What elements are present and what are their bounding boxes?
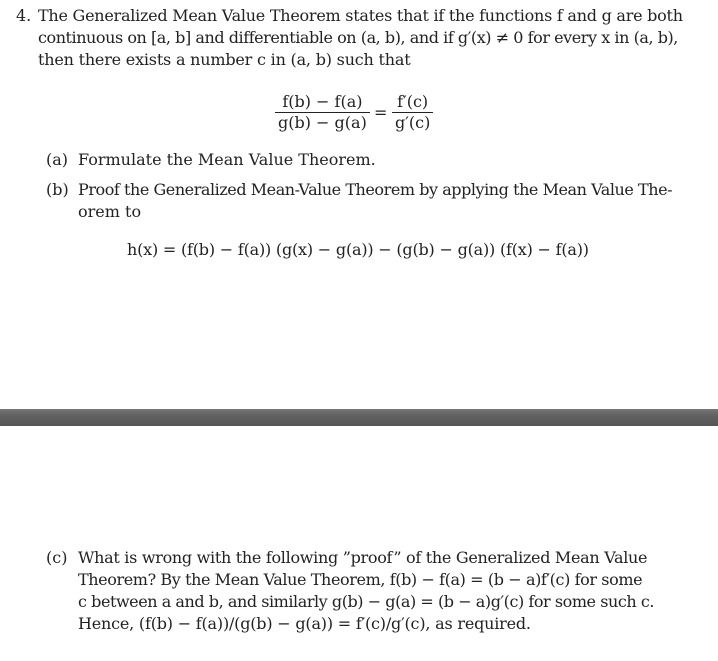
separator-bar [0,409,718,426]
part-c-line-2: Theorem? By the Mean Value Theorem, f(b) − f(a) = (b − a)f′(c) for some [78,570,643,589]
intro-line-2: continuous on [a, b] and differentiable on (a, b), and if g′(x) ≠ 0 for every x in (a, b), [38,28,678,47]
lhs-denominator: g(b) − g(a) [278,113,367,132]
part-c-label: (c) [46,548,68,567]
rhs-numerator: f′(c) [397,92,429,111]
intro-line-1: The Generalized Mean Value Theorem states that if the functions f and g are both [38,6,683,25]
part-b-label: (b) [46,180,69,199]
part-a-text: Formulate the Mean Value Theorem. [78,150,376,169]
part-b-line-1: Proof the Generalized Mean-Value Theorem by applying the Mean Value The- [78,180,673,199]
rhs-fraction [392,92,433,133]
part-c-line-3: c between a and b, and similarly g(b) − g(a) = (b − a)g′(c) for some such c. [78,592,654,611]
part-c-line-4: Hence, (f(b) − f(a))/(g(b) − g(a)) = f′(c)/g′(c), as required. [78,614,531,633]
lhs-fraction [275,92,370,133]
h-equation: h(x) = (f(b) − f(a)) (g(x) − g(a)) − (g(b) − g(a)) (f(x) − f(a)) [127,240,589,259]
part-a-label: (a) [46,150,69,169]
lhs-numerator: f(b) − f(a) [282,92,363,111]
part-c-line-1: What is wrong with the following ”proof” of the Generalized Mean Value [78,548,648,567]
equals-sign: = [374,103,388,122]
part-b-line-2: orem to [78,202,142,221]
intro-line-3: then there exists a number c in (a, b) such that [38,50,411,69]
rhs-denominator: g′(c) [395,113,431,132]
problem-number: 4. [16,6,32,25]
